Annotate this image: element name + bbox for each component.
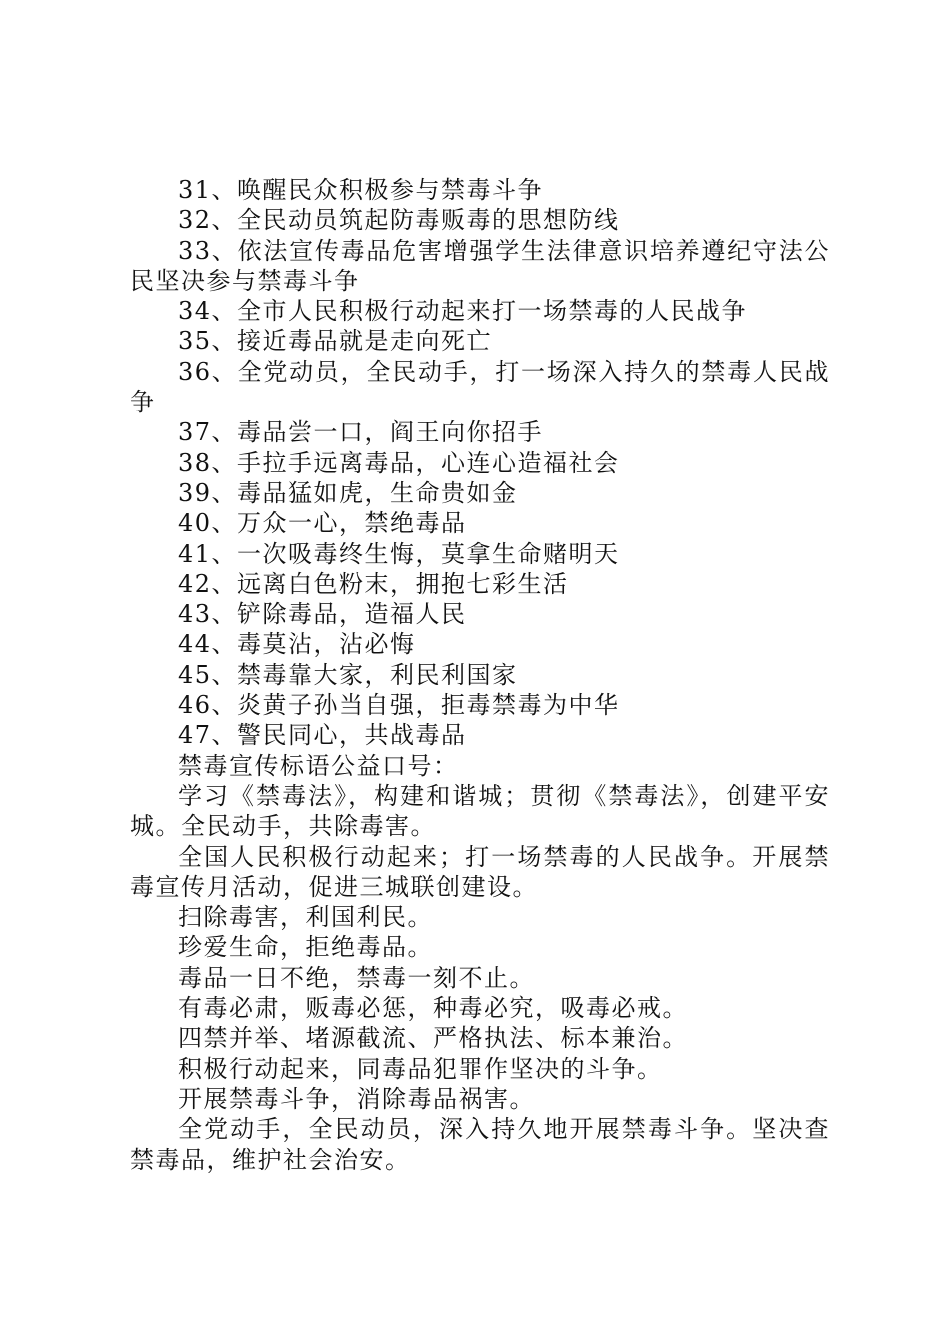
slogan-36: 36、全党动员，全民动手，打一场深入持久的禁毒人民战争 [130, 357, 830, 417]
slogan-34: 34、全市人民积极行动起来打一场禁毒的人民战争 [178, 297, 748, 326]
slogan-37: 37、毒品尝一口，阎王向你招手 [178, 418, 544, 447]
paragraph: 全国人民积极行动起来；打一场禁毒的人民战争。开展禁毒宣传月活动，促进三城联创建设。 [130, 842, 830, 901]
paragraph: 珍爱生命，拒绝毒品。 [178, 933, 433, 962]
paragraph: 有毒必肃，贩毒必惩，种毒必究，吸毒必戒。 [178, 994, 688, 1023]
section-heading: 禁毒宣传标语公益口号： [178, 751, 459, 780]
slogan-42: 42、远离白色粉末，拥抱七彩生活 [178, 569, 569, 598]
paragraph: 四禁并举、堵源截流、严格执法、标本兼治。 [178, 1024, 688, 1053]
paragraph: 开展禁毒斗争，消除毒品祸害。 [178, 1084, 535, 1113]
paragraph: 毒品一日不绝，禁毒一刻不止。 [178, 963, 535, 992]
slogan-44: 44、毒莫沾，沾必悔 [178, 630, 416, 659]
slogan-35: 35、接近毒品就是走向死亡 [178, 327, 493, 356]
slogan-45: 45、禁毒靠大家，利民利国家 [178, 660, 518, 689]
slogan-43: 43、铲除毒品，造福人民 [178, 600, 467, 629]
paragraph: 学习《禁毒法》，构建和谐城；贯彻《禁毒法》，创建平安城。全民动手，共除毒害。 [130, 781, 830, 841]
slogan-41: 41、一次吸毒终生悔，莫拿生命赌明天 [178, 539, 620, 568]
document-body [130, 175, 830, 1175]
slogan-33: 33、依法宣传毒品危害增强学生法律意识培养遵纪守法公民坚决参与禁毒斗争 [130, 236, 830, 295]
paragraph: 扫除毒害，利国利民。 [178, 903, 433, 932]
slogan-32: 32、全民动员筑起防毒贩毒的思想防线 [178, 206, 620, 235]
slogan-39: 39、毒品猛如虎，生命贵如金 [178, 478, 518, 507]
slogan-47: 47、警民同心，共战毒品 [178, 721, 467, 750]
paragraph: 全党动手，全民动员，深入持久地开展禁毒斗争。坚决查禁毒品，维护社会治安。 [130, 1115, 830, 1174]
slogan-46: 46、炎黄子孙当自强，拒毒禁毒为中华 [178, 691, 620, 720]
paragraph: 积极行动起来，同毒品犯罪作坚决的斗争。 [178, 1054, 663, 1083]
slogan-38: 38、手拉手远离毒品，心连心造福社会 [178, 448, 620, 477]
slogan-40: 40、万众一心，禁绝毒品 [178, 509, 467, 538]
slogan-31: 31、唤醒民众积极参与禁毒斗争 [178, 176, 544, 204]
